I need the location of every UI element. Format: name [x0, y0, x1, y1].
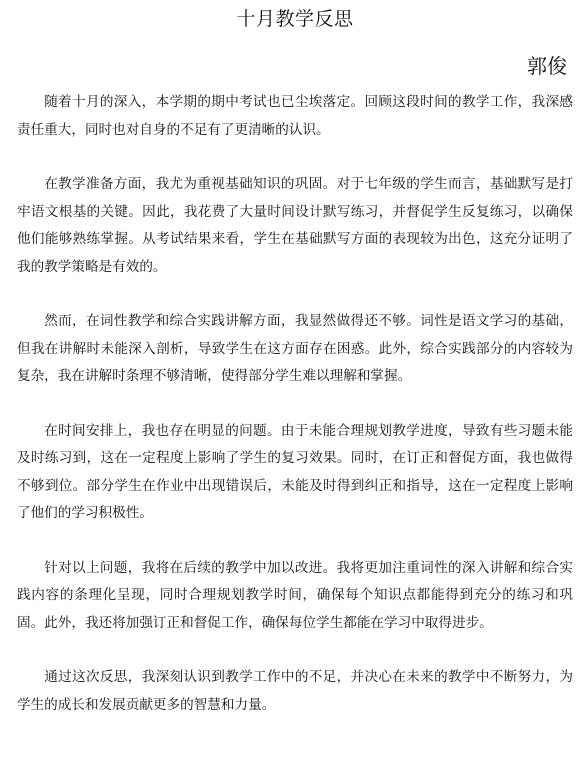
document-body: [17, 89, 573, 719]
document-author: 郭俊: [527, 54, 567, 78]
document-title: 十月教学反思: [236, 8, 354, 30]
paragraph-1: 随着十月的深入，本学期的期中考试也已尘埃落定。回顾这段时间的教学工作，我深感责任重大，同时也对自身的不足有了更清晰的认识。: [17, 94, 573, 138]
paragraph-4: 在时间安排上，我也存在明显的问题。由于未能合理规划教学进度，导致有些习题未能及时练习到，这在一定程度上影响了学生的复习效果。同时，在订正和督促方面，我也做得不够到位。部分学生在作业中出现错误后，未能及时得到纠正和指导，这在一定程度上影响了他们的学习积极性。: [17, 422, 573, 521]
paragraph-2: 在教学准备方面，我尤为重视基础知识的巩固。对于七年级的学生而言，基础默写是打牢语文根基的关键。因此，我花费了大量时间设计默写练习，并督促学生反复练习，以确保他们能够熟练掌握。从考试结果来看，学生在基础默写方面的表现较为出色，这充分证明了我的教学策略是有效的。: [17, 176, 573, 275]
paragraph-3: 然而，在词性教学和综合实践讲解方面，我显然做得还不够。词性是语文学习的基础，但我在讲解时未能深入剖析，导致学生在这方面存在困惑。此外，综合实践部分的内容较为复杂，我在讲解时条理不够清晰，使得部分学生难以理解和掌握。: [17, 313, 573, 384]
paragraph-5: 针对以上问题，我将在后续的教学中加以改进。我将更加注重词性的深入讲解和综合实践内容的条理化呈现，同时合理规划教学时间，确保每个知识点都能得到充分的练习和巩固。此外，我还将加强订正和督促工作，确保每位学生都能在学习中取得进步。: [17, 559, 573, 631]
paragraph-6: 通过这次反思，我深刻认识到教学工作中的不足，并决心在未来的教学中不断努力，为学生的成长和发展贡献更多的智慧和力量。: [17, 669, 573, 713]
